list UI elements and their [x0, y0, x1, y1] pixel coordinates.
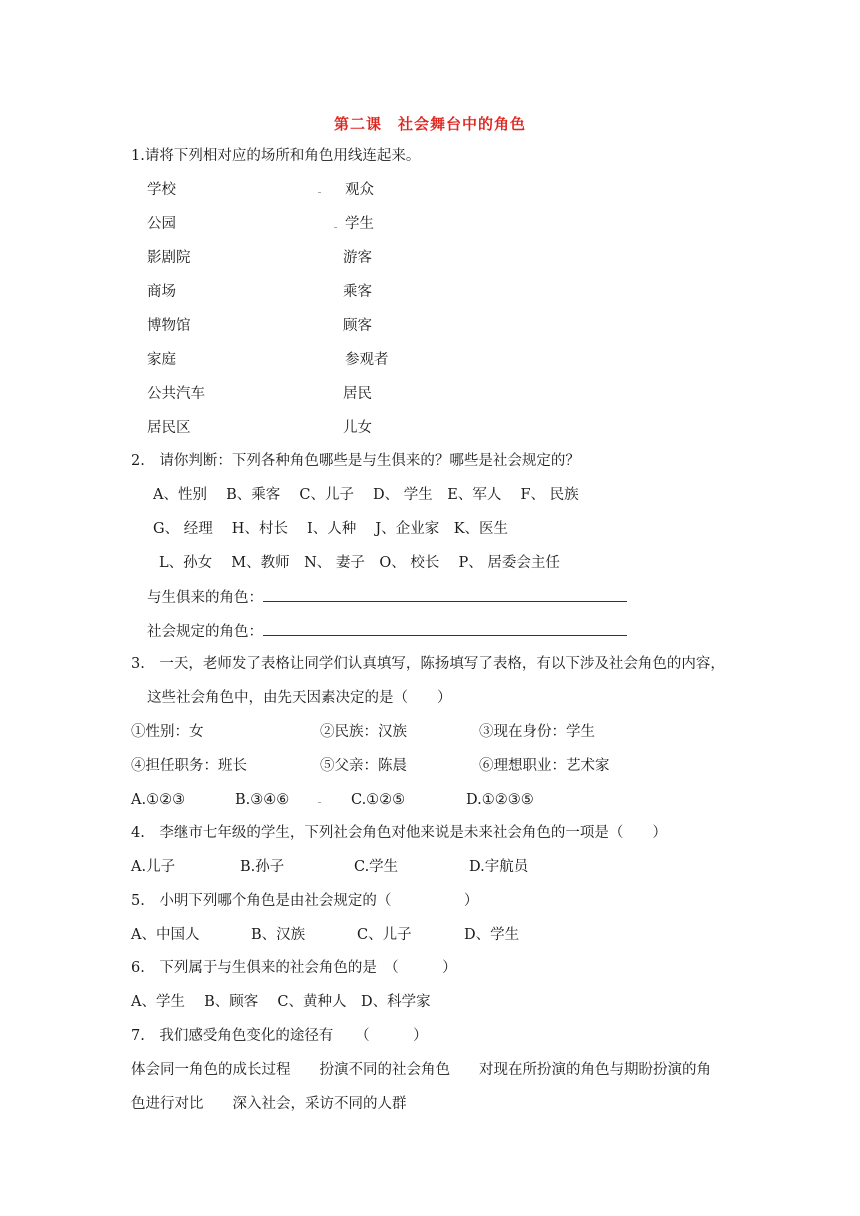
- q1-role: 乘客: [343, 284, 372, 300]
- q4-option: D.宇航员: [469, 859, 529, 875]
- q3-item: ③现在身份：学生: [479, 724, 595, 740]
- q2-social-label: 社会规定的角色：: [147, 624, 263, 640]
- q4-option: A.儿子: [131, 859, 176, 875]
- q2-born-label: 与生俱来的角色：: [147, 590, 263, 606]
- q2-options-row: G、 经理 H、村长 I、人种 J、企业家 K、医生: [153, 521, 509, 537]
- q1-place: 居民区: [147, 420, 191, 436]
- q2-options-row: A、性别 B、乘客 C、儿子 D、 学生 E、军人 F、 民族: [153, 487, 579, 503]
- q6-options: A、学生 B、顾客 C、黄种人 D、科学家: [131, 994, 431, 1010]
- q3-option: B.③④⑥: [235, 792, 290, 808]
- q1-place: 影剧院: [147, 250, 191, 266]
- q5-option: A、中国人: [131, 927, 200, 943]
- q5-option: C、儿子: [357, 927, 412, 943]
- q4-option: C.学生: [354, 859, 399, 875]
- q3-option: C.①②⑤: [351, 792, 406, 808]
- scan-speck: [318, 192, 321, 193]
- q3-item: ②民族：汉族: [320, 724, 407, 740]
- page-title: 第二课 社会舞台中的角色: [333, 115, 526, 133]
- q3-item: ④担任职务：班长: [131, 758, 247, 774]
- q1-place: 公共汽车: [147, 386, 205, 402]
- q7-text-line2: 色进行对比 深入社会，采访不同的人群: [131, 1096, 407, 1112]
- q1-role: 参观者: [345, 352, 389, 368]
- q5-option: B、汉族: [251, 927, 306, 943]
- q1-place: 博物馆: [147, 318, 191, 334]
- q1-role: 儿女: [343, 420, 372, 436]
- q2-options-row: L、孙女 M、教师 N、 妻子 O、 校长 P、 居委会主任: [159, 555, 560, 571]
- q4-prompt: 4. 李继市七年级的学生，下列社会角色对他来说是未来社会角色的一项是（ ）: [131, 825, 667, 841]
- q3-item: ⑥理想职业：艺术家: [479, 758, 610, 774]
- q2-social-answer-line: [147, 621, 627, 642]
- q7-prompt: 7. 我们感受角色变化的途径有 （ ）: [131, 1028, 428, 1044]
- q1-role: 游客: [343, 250, 372, 266]
- q5-option: D、学生: [464, 927, 520, 943]
- q2-born-blank[interactable]: [263, 587, 627, 602]
- q1-place: 学校: [147, 182, 176, 198]
- q2-social-blank[interactable]: [263, 621, 627, 636]
- q1-place: 公园: [147, 216, 176, 232]
- scan-speck: [318, 802, 321, 803]
- q3-prompt-line1: 3. 一天，老师发了表格让同学们认真填写，陈扬填写了表格，有以下涉及社会角色的内容，: [131, 656, 725, 672]
- q3-option: D.①②③⑤: [466, 792, 534, 808]
- q7-text-line1: 体会同一角色的成长过程 扮演不同的社会角色 对现在所扮演的角色与期盼扮演的角: [131, 1062, 711, 1078]
- q1-role: 学生: [345, 216, 374, 232]
- q2-born-answer-line: [147, 587, 627, 608]
- scan-speck: [334, 227, 337, 228]
- q1-role: 观众: [345, 182, 374, 198]
- q1-role: 顾客: [343, 318, 372, 334]
- q3-item: ①性别：女: [131, 724, 204, 740]
- q5-prompt: 5. 小明下列哪个角色是由社会规定的（ ）: [131, 893, 479, 909]
- q3-option: A.①②③: [131, 792, 186, 808]
- q1-place: 商场: [147, 284, 176, 300]
- q3-item: ⑤父亲：陈晨: [320, 758, 407, 774]
- q2-prompt: 2. 请你判断：下列各种角色哪些是与生俱来的？哪些是社会规定的？: [131, 453, 580, 469]
- q4-option: B.孙子: [240, 859, 285, 875]
- q1-role: 居民: [343, 386, 372, 402]
- q3-prompt-line2: 这些社会角色中，由先天因素决定的是（ ）: [147, 690, 452, 706]
- q6-prompt: 6. 下列属于与生俱来的社会角色的是 （ ）: [131, 960, 457, 976]
- q1-place: 家庭: [147, 352, 176, 368]
- q1-prompt: 1.请将下列相对应的场所和角色用线连起来。: [131, 148, 421, 164]
